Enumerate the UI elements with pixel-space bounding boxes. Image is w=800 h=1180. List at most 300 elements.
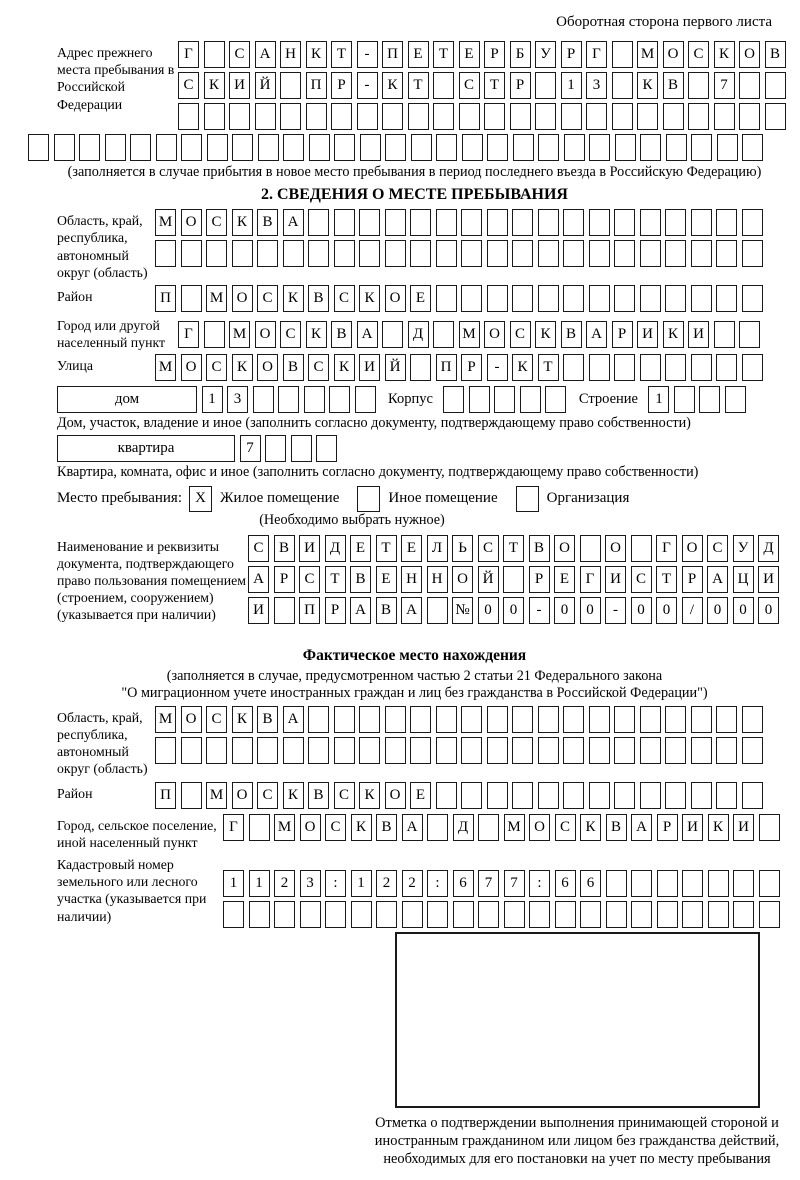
- char-box[interactable]: [355, 386, 376, 413]
- char-box[interactable]: [385, 134, 406, 161]
- char-box[interactable]: М: [155, 209, 176, 236]
- char-box[interactable]: [278, 386, 299, 413]
- char-box[interactable]: [54, 134, 75, 161]
- char-box[interactable]: 1: [223, 870, 244, 897]
- char-box[interactable]: [300, 901, 321, 928]
- char-box[interactable]: [589, 240, 610, 267]
- char-box[interactable]: С: [334, 285, 355, 312]
- char-box[interactable]: К: [580, 814, 601, 841]
- char-box[interactable]: [433, 72, 454, 99]
- char-box[interactable]: [487, 240, 508, 267]
- char-box[interactable]: [156, 134, 177, 161]
- char-box[interactable]: В: [606, 814, 627, 841]
- char-box[interactable]: [206, 240, 227, 267]
- char-box[interactable]: [461, 737, 482, 764]
- char-box[interactable]: [589, 134, 610, 161]
- char-box[interactable]: [538, 706, 559, 733]
- stay-type-checkbox-organization[interactable]: [516, 486, 539, 512]
- char-box[interactable]: -: [605, 597, 626, 624]
- char-box[interactable]: [130, 134, 151, 161]
- char-box[interactable]: С: [248, 535, 269, 562]
- char-box[interactable]: [512, 285, 533, 312]
- char-box[interactable]: [657, 901, 678, 928]
- char-box[interactable]: А: [357, 321, 378, 348]
- char-box[interactable]: О: [181, 706, 202, 733]
- char-box[interactable]: К: [535, 321, 556, 348]
- char-box[interactable]: С: [555, 814, 576, 841]
- char-box[interactable]: Р: [657, 814, 678, 841]
- char-box[interactable]: 1: [249, 870, 270, 897]
- char-box[interactable]: О: [739, 41, 760, 68]
- char-box[interactable]: [359, 706, 380, 733]
- char-box[interactable]: [308, 706, 329, 733]
- char-box[interactable]: В: [663, 72, 684, 99]
- char-box[interactable]: [631, 901, 652, 928]
- char-box[interactable]: Н: [280, 41, 301, 68]
- char-box[interactable]: [614, 706, 635, 733]
- char-box[interactable]: К: [382, 72, 403, 99]
- char-box[interactable]: [306, 103, 327, 130]
- char-box[interactable]: А: [248, 566, 269, 593]
- char-box[interactable]: [461, 782, 482, 809]
- char-box[interactable]: Р: [529, 566, 550, 593]
- char-box[interactable]: [589, 285, 610, 312]
- char-box[interactable]: П: [436, 354, 457, 381]
- char-box[interactable]: Ь: [452, 535, 473, 562]
- char-box[interactable]: [563, 782, 584, 809]
- char-box[interactable]: [563, 706, 584, 733]
- char-box[interactable]: [589, 209, 610, 236]
- char-box[interactable]: Г: [656, 535, 677, 562]
- char-box[interactable]: [283, 240, 304, 267]
- char-box[interactable]: Г: [580, 566, 601, 593]
- char-box[interactable]: [733, 901, 754, 928]
- char-box[interactable]: С: [206, 706, 227, 733]
- char-box[interactable]: [411, 134, 432, 161]
- char-box[interactable]: Г: [586, 41, 607, 68]
- char-box[interactable]: О: [682, 535, 703, 562]
- char-box[interactable]: [436, 737, 457, 764]
- char-box[interactable]: А: [586, 321, 607, 348]
- char-box[interactable]: [334, 209, 355, 236]
- char-box[interactable]: О: [385, 285, 406, 312]
- char-box[interactable]: Б: [510, 41, 531, 68]
- char-box[interactable]: [249, 901, 270, 928]
- char-box[interactable]: С: [257, 782, 278, 809]
- char-box[interactable]: В: [283, 354, 304, 381]
- char-box[interactable]: 0: [580, 597, 601, 624]
- char-box[interactable]: М: [155, 706, 176, 733]
- char-box[interactable]: [357, 103, 378, 130]
- char-box[interactable]: [232, 737, 253, 764]
- char-box[interactable]: [325, 901, 346, 928]
- char-box[interactable]: [487, 706, 508, 733]
- char-box[interactable]: [487, 737, 508, 764]
- char-box[interactable]: Р: [325, 597, 346, 624]
- char-box[interactable]: 0: [707, 597, 728, 624]
- char-box[interactable]: К: [637, 72, 658, 99]
- char-box[interactable]: М: [459, 321, 480, 348]
- char-box[interactable]: [253, 386, 274, 413]
- char-box[interactable]: [739, 103, 760, 130]
- char-box[interactable]: [637, 103, 658, 130]
- char-box[interactable]: Й: [478, 566, 499, 593]
- char-box[interactable]: [382, 321, 403, 348]
- char-box[interactable]: И: [688, 321, 709, 348]
- char-box[interactable]: П: [299, 597, 320, 624]
- char-box[interactable]: [691, 354, 712, 381]
- char-box[interactable]: М: [206, 782, 227, 809]
- char-box[interactable]: [742, 240, 763, 267]
- char-box[interactable]: [503, 566, 524, 593]
- char-box[interactable]: [155, 240, 176, 267]
- char-box[interactable]: [640, 209, 661, 236]
- char-box[interactable]: [487, 134, 508, 161]
- char-box[interactable]: [606, 870, 627, 897]
- char-box[interactable]: В: [350, 566, 371, 593]
- char-box[interactable]: О: [484, 321, 505, 348]
- char-box[interactable]: [691, 209, 712, 236]
- char-box[interactable]: Т: [656, 566, 677, 593]
- char-box[interactable]: 1: [351, 870, 372, 897]
- char-box[interactable]: А: [402, 814, 423, 841]
- char-box[interactable]: Е: [410, 782, 431, 809]
- char-box[interactable]: В: [529, 535, 550, 562]
- char-box[interactable]: [716, 706, 737, 733]
- char-box[interactable]: [742, 706, 763, 733]
- char-box[interactable]: [274, 901, 295, 928]
- char-box[interactable]: [666, 134, 687, 161]
- char-box[interactable]: [589, 706, 610, 733]
- char-box[interactable]: Т: [538, 354, 559, 381]
- char-box[interactable]: [612, 41, 633, 68]
- char-box[interactable]: И: [733, 814, 754, 841]
- char-box[interactable]: С: [206, 209, 227, 236]
- char-box[interactable]: Е: [376, 566, 397, 593]
- char-box[interactable]: Й: [385, 354, 406, 381]
- char-box[interactable]: Г: [178, 41, 199, 68]
- char-box[interactable]: [204, 41, 225, 68]
- char-box[interactable]: [291, 435, 312, 462]
- char-box[interactable]: М: [155, 354, 176, 381]
- char-box[interactable]: Е: [459, 41, 480, 68]
- char-box[interactable]: 2: [376, 870, 397, 897]
- char-box[interactable]: [580, 535, 601, 562]
- char-box[interactable]: [79, 134, 100, 161]
- char-box[interactable]: И: [605, 566, 626, 593]
- char-box[interactable]: О: [529, 814, 550, 841]
- char-box[interactable]: [181, 782, 202, 809]
- char-box[interactable]: Д: [325, 535, 346, 562]
- char-box[interactable]: [105, 134, 126, 161]
- char-box[interactable]: [733, 870, 754, 897]
- char-box[interactable]: -: [357, 41, 378, 68]
- char-box[interactable]: -: [487, 354, 508, 381]
- char-box[interactable]: [691, 737, 712, 764]
- char-box[interactable]: [614, 354, 635, 381]
- char-box[interactable]: Ц: [733, 566, 754, 593]
- char-box[interactable]: [561, 103, 582, 130]
- char-box[interactable]: [742, 285, 763, 312]
- char-box[interactable]: О: [257, 354, 278, 381]
- char-box[interactable]: [28, 134, 49, 161]
- char-box[interactable]: В: [376, 597, 397, 624]
- char-box[interactable]: [691, 706, 712, 733]
- char-box[interactable]: [257, 737, 278, 764]
- char-box[interactable]: [304, 386, 325, 413]
- char-box[interactable]: [410, 209, 431, 236]
- char-box[interactable]: К: [351, 814, 372, 841]
- char-box[interactable]: С: [707, 535, 728, 562]
- char-box[interactable]: С: [510, 321, 531, 348]
- char-box[interactable]: [436, 706, 457, 733]
- char-box[interactable]: Р: [484, 41, 505, 68]
- char-box[interactable]: Д: [453, 814, 474, 841]
- char-box[interactable]: [410, 240, 431, 267]
- char-box[interactable]: 3: [227, 386, 248, 413]
- char-box[interactable]: [708, 870, 729, 897]
- char-box[interactable]: [462, 134, 483, 161]
- char-box[interactable]: [665, 209, 686, 236]
- char-box[interactable]: С: [688, 41, 709, 68]
- char-box[interactable]: В: [331, 321, 352, 348]
- char-box[interactable]: [461, 706, 482, 733]
- char-box[interactable]: А: [631, 814, 652, 841]
- char-box[interactable]: [181, 285, 202, 312]
- char-box[interactable]: 6: [555, 870, 576, 897]
- char-box[interactable]: [512, 737, 533, 764]
- char-box[interactable]: [614, 209, 635, 236]
- char-box[interactable]: Р: [461, 354, 482, 381]
- char-box[interactable]: [512, 209, 533, 236]
- char-box[interactable]: [257, 240, 278, 267]
- char-box[interactable]: Е: [410, 285, 431, 312]
- char-box[interactable]: [563, 285, 584, 312]
- char-box[interactable]: [665, 782, 686, 809]
- char-box[interactable]: В: [308, 285, 329, 312]
- char-box[interactable]: [308, 737, 329, 764]
- char-box[interactable]: Е: [350, 535, 371, 562]
- char-box[interactable]: Р: [510, 72, 531, 99]
- char-box[interactable]: [331, 103, 352, 130]
- char-box[interactable]: И: [359, 354, 380, 381]
- char-box[interactable]: [765, 72, 786, 99]
- char-box[interactable]: [606, 901, 627, 928]
- char-box[interactable]: М: [206, 285, 227, 312]
- char-box[interactable]: [443, 386, 464, 413]
- char-box[interactable]: [699, 386, 720, 413]
- char-box[interactable]: П: [306, 72, 327, 99]
- char-box[interactable]: Л: [427, 535, 448, 562]
- char-box[interactable]: [742, 209, 763, 236]
- char-box[interactable]: [478, 814, 499, 841]
- char-box[interactable]: О: [663, 41, 684, 68]
- char-box[interactable]: :: [427, 870, 448, 897]
- char-box[interactable]: [408, 103, 429, 130]
- char-box[interactable]: С: [334, 782, 355, 809]
- stay-type-checkbox-other[interactable]: [357, 486, 380, 512]
- char-box[interactable]: [436, 134, 457, 161]
- char-box[interactable]: К: [663, 321, 684, 348]
- char-box[interactable]: 1: [202, 386, 223, 413]
- char-box[interactable]: [436, 209, 457, 236]
- char-box[interactable]: [376, 901, 397, 928]
- char-box[interactable]: [487, 285, 508, 312]
- char-box[interactable]: Р: [682, 566, 703, 593]
- char-box[interactable]: 3: [300, 870, 321, 897]
- char-box[interactable]: О: [181, 209, 202, 236]
- char-box[interactable]: [459, 103, 480, 130]
- char-box[interactable]: [716, 209, 737, 236]
- char-box[interactable]: П: [155, 782, 176, 809]
- char-box[interactable]: С: [478, 535, 499, 562]
- char-box[interactable]: [529, 901, 550, 928]
- char-box[interactable]: [589, 354, 610, 381]
- char-box[interactable]: [329, 386, 350, 413]
- char-box[interactable]: [249, 814, 270, 841]
- char-box[interactable]: С: [229, 41, 250, 68]
- char-box[interactable]: О: [452, 566, 473, 593]
- char-box[interactable]: [691, 240, 712, 267]
- char-box[interactable]: [640, 285, 661, 312]
- char-box[interactable]: 1: [561, 72, 582, 99]
- char-box[interactable]: О: [385, 782, 406, 809]
- char-box[interactable]: [716, 737, 737, 764]
- char-box[interactable]: Т: [503, 535, 524, 562]
- char-box[interactable]: К: [359, 782, 380, 809]
- char-box[interactable]: [716, 240, 737, 267]
- char-box[interactable]: [494, 386, 515, 413]
- char-box[interactable]: С: [459, 72, 480, 99]
- char-box[interactable]: [716, 354, 737, 381]
- char-box[interactable]: Е: [408, 41, 429, 68]
- char-box[interactable]: [612, 72, 633, 99]
- char-box[interactable]: [688, 72, 709, 99]
- char-box[interactable]: М: [637, 41, 658, 68]
- char-box[interactable]: [612, 103, 633, 130]
- char-box[interactable]: Н: [401, 566, 422, 593]
- char-box[interactable]: К: [306, 321, 327, 348]
- char-box[interactable]: 0: [656, 597, 677, 624]
- char-box[interactable]: [359, 240, 380, 267]
- char-box[interactable]: Д: [758, 535, 779, 562]
- char-box[interactable]: В: [376, 814, 397, 841]
- char-box[interactable]: Р: [612, 321, 633, 348]
- char-box[interactable]: М: [274, 814, 295, 841]
- char-box[interactable]: С: [257, 285, 278, 312]
- char-box[interactable]: [674, 386, 695, 413]
- char-box[interactable]: [274, 597, 295, 624]
- char-box[interactable]: [487, 209, 508, 236]
- char-box[interactable]: К: [512, 354, 533, 381]
- char-box[interactable]: [309, 134, 330, 161]
- char-box[interactable]: 3: [586, 72, 607, 99]
- char-box[interactable]: [204, 103, 225, 130]
- char-box[interactable]: О: [554, 535, 575, 562]
- char-box[interactable]: [484, 103, 505, 130]
- char-box[interactable]: [504, 901, 525, 928]
- char-box[interactable]: [555, 901, 576, 928]
- char-box[interactable]: [232, 240, 253, 267]
- char-box[interactable]: [538, 782, 559, 809]
- char-box[interactable]: 7: [240, 435, 261, 462]
- char-box[interactable]: [716, 782, 737, 809]
- char-box[interactable]: [385, 209, 406, 236]
- char-box[interactable]: О: [300, 814, 321, 841]
- char-box[interactable]: К: [283, 782, 304, 809]
- char-box[interactable]: И: [229, 72, 250, 99]
- char-box[interactable]: Г: [178, 321, 199, 348]
- char-box[interactable]: [614, 737, 635, 764]
- char-box[interactable]: [563, 240, 584, 267]
- char-box[interactable]: М: [229, 321, 250, 348]
- char-box[interactable]: В: [274, 535, 295, 562]
- char-box[interactable]: Р: [274, 566, 295, 593]
- char-box[interactable]: О: [181, 354, 202, 381]
- char-box[interactable]: П: [382, 41, 403, 68]
- char-box[interactable]: [229, 103, 250, 130]
- char-box[interactable]: В: [257, 209, 278, 236]
- char-box[interactable]: А: [707, 566, 728, 593]
- char-box[interactable]: Й: [255, 72, 276, 99]
- char-box[interactable]: 0: [554, 597, 575, 624]
- char-box[interactable]: №: [452, 597, 473, 624]
- char-box[interactable]: [714, 321, 735, 348]
- char-box[interactable]: [385, 706, 406, 733]
- char-box[interactable]: [615, 134, 636, 161]
- char-box[interactable]: [538, 134, 559, 161]
- char-box[interactable]: [538, 240, 559, 267]
- char-box[interactable]: [614, 285, 635, 312]
- char-box[interactable]: [469, 386, 490, 413]
- char-box[interactable]: [586, 103, 607, 130]
- char-box[interactable]: И: [299, 535, 320, 562]
- char-box[interactable]: [265, 435, 286, 462]
- char-box[interactable]: 2: [402, 870, 423, 897]
- char-box[interactable]: С: [178, 72, 199, 99]
- char-box[interactable]: [665, 706, 686, 733]
- char-box[interactable]: [427, 901, 448, 928]
- char-box[interactable]: О: [232, 782, 253, 809]
- char-box[interactable]: [360, 134, 381, 161]
- char-box[interactable]: В: [308, 782, 329, 809]
- char-box[interactable]: [512, 782, 533, 809]
- char-box[interactable]: 1: [648, 386, 669, 413]
- char-box[interactable]: [510, 103, 531, 130]
- char-box[interactable]: [657, 870, 678, 897]
- char-box[interactable]: 6: [453, 870, 474, 897]
- char-box[interactable]: [631, 870, 652, 897]
- char-box[interactable]: [512, 240, 533, 267]
- char-box[interactable]: [223, 901, 244, 928]
- char-box[interactable]: [433, 321, 454, 348]
- char-box[interactable]: :: [325, 870, 346, 897]
- char-box[interactable]: М: [504, 814, 525, 841]
- char-box[interactable]: И: [758, 566, 779, 593]
- char-box[interactable]: [563, 209, 584, 236]
- char-box[interactable]: [714, 103, 735, 130]
- char-box[interactable]: А: [283, 706, 304, 733]
- char-box[interactable]: Е: [554, 566, 575, 593]
- char-box[interactable]: [535, 103, 556, 130]
- char-box[interactable]: [308, 209, 329, 236]
- char-box[interactable]: О: [605, 535, 626, 562]
- char-box[interactable]: О: [255, 321, 276, 348]
- char-box[interactable]: 0: [733, 597, 754, 624]
- char-box[interactable]: [436, 285, 457, 312]
- char-box[interactable]: [563, 354, 584, 381]
- char-box[interactable]: [385, 737, 406, 764]
